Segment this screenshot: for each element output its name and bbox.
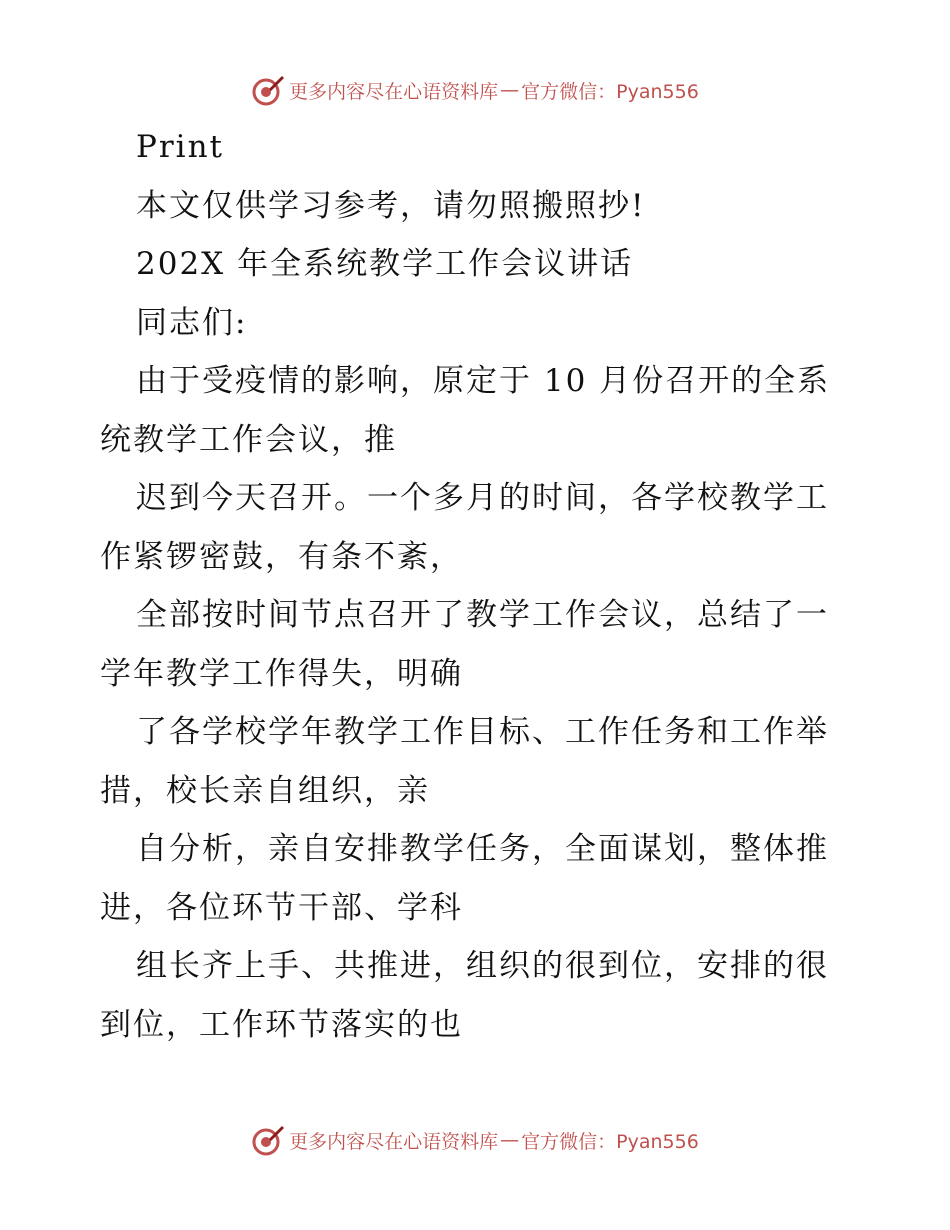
doc-title: 202X 年全系统教学工作会议讲话 — [136, 246, 634, 282]
doc-line: 全部按时间节点召开了教学工作会议，总结了一 — [136, 597, 829, 633]
doc-line: 作紧锣密鼓，有条不紊， — [100, 538, 463, 575]
watermark-site-text: 更多内容尽在心语资料库 — [289, 1130, 499, 1153]
brush-logo-icon — [251, 73, 285, 107]
watermark-site-text: 更多内容尽在心语资料库 — [289, 80, 499, 103]
doc-line: 到位，工作环节落实的也 — [100, 1006, 463, 1043]
watermark-wechat-text: 官方微信：Pyan556 — [521, 1130, 699, 1153]
watermark-wechat-text: 官方微信：Pyan556 — [521, 80, 699, 103]
header-watermark — [0, 70, 950, 110]
doc-line: 措，校长亲自组织，亲 — [100, 772, 430, 809]
footer-watermark — [0, 1120, 950, 1160]
doc-line: 迟到今天召开。一个多月的时间，各学校教学工 — [136, 480, 829, 516]
brush-logo-icon — [251, 1123, 285, 1157]
doc-line: 由于受疫情的影响，原定于 10 月份召开的全系 — [136, 363, 831, 399]
watermark-dash: — — [500, 79, 520, 101]
doc-line: 学年教学工作得失，明确 — [100, 655, 463, 692]
doc-line: 组长齐上手、共推进，组织的很到位，安排的很 — [136, 948, 829, 984]
doc-line: 自分析，亲自安排教学任务，全面谋划，整体推 — [136, 831, 829, 867]
doc-line: 了各学校学年教学工作目标、工作任务和工作举 — [136, 714, 829, 750]
doc-line-print: Print — [136, 129, 225, 165]
doc-line: 统教学工作会议，推 — [100, 421, 397, 458]
doc-line: 进，各位环节干部、学科 — [100, 889, 463, 926]
document-body — [100, 118, 860, 1054]
doc-salutation: 同志们: — [136, 304, 248, 341]
doc-line-disclaimer: 本文仅供学习参考，请勿照搬照抄! — [136, 187, 646, 224]
watermark-dash: — — [500, 1129, 520, 1151]
